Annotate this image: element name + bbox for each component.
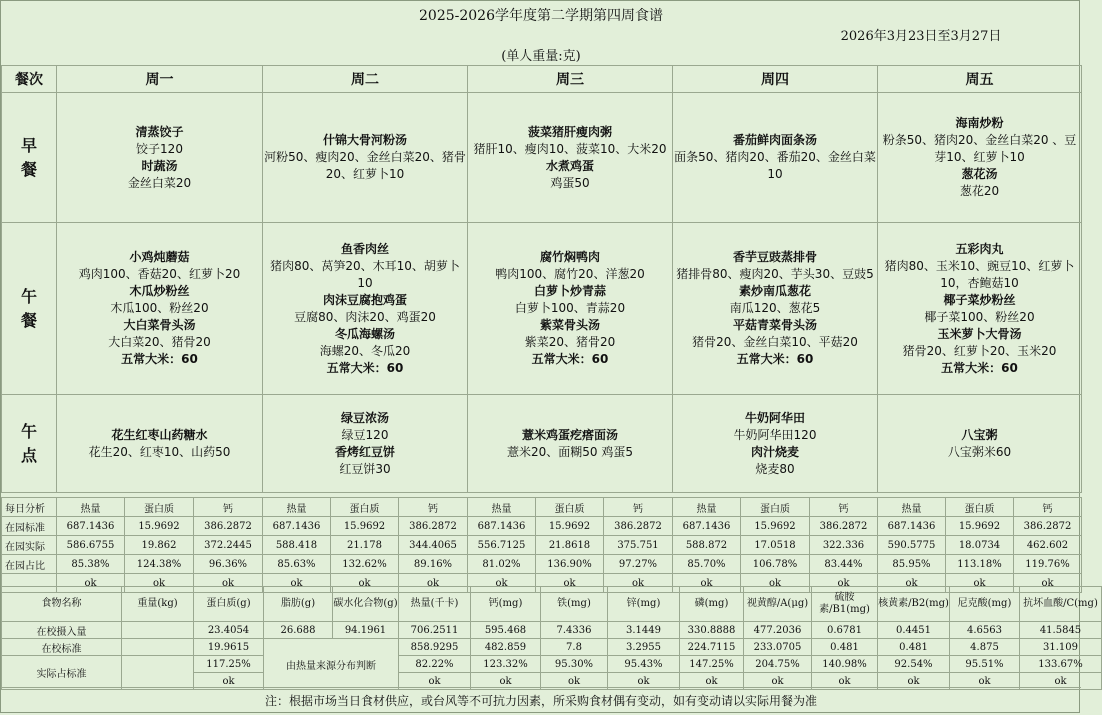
daily-nutrient-header: 蛋白质: [536, 498, 604, 517]
daily-value: 386.2872: [399, 517, 468, 536]
daily-value: 85.38%: [57, 555, 125, 574]
daily-value: ok: [468, 574, 536, 593]
standard-value: 7.8: [541, 639, 608, 656]
daily-nutrient-header: 热量: [468, 498, 536, 517]
daily-value: 372.2445: [194, 536, 263, 555]
header-tuesday: 周二: [263, 66, 468, 93]
daily-value: 81.02%: [468, 555, 536, 574]
dish-name: 紫菜骨头汤: [539, 318, 600, 332]
daily-value: 588.872: [673, 536, 741, 555]
dish-ingredients: 海螺20、冬瓜20: [319, 343, 411, 358]
dish-name: 肉汁烧麦: [750, 444, 799, 459]
daily-value: ok: [263, 574, 331, 593]
daily-value: 113.18%: [946, 555, 1014, 574]
ratio-value: 82.22%: [399, 656, 471, 673]
ratio-label: 实际占标准: [2, 656, 122, 690]
nutrition-intake-table: [1, 586, 1102, 690]
dish-ingredients: 葱花20: [959, 184, 1000, 198]
daily-value: 132.62%: [331, 555, 399, 574]
dish-ingredients: 猪肝10、瘦肉10、菠菜10、大米20: [473, 141, 667, 156]
day-menu-cell: [57, 93, 263, 223]
ratio-value: 92.54%: [878, 656, 950, 673]
standard-empty: [122, 639, 194, 656]
ok-value: ok: [471, 673, 541, 690]
unit-note: (单人重量:克): [501, 49, 581, 64]
daily-value: ok: [125, 574, 194, 593]
ratio-value: 95.43%: [608, 656, 680, 673]
food-header-cell: 脂肪(g): [264, 587, 333, 622]
meal-row: [2, 223, 1082, 395]
dish-name: 香烤红豆饼: [334, 444, 395, 459]
day-menu-cell: [263, 223, 468, 395]
daily-row: [2, 555, 1082, 574]
dish-ingredients: 绿豆120: [341, 427, 389, 442]
daily-nutrient-header: 热量: [673, 498, 741, 517]
dish-ingredients: 紫菜20、猪骨20: [524, 335, 616, 349]
daily-value: 19.862: [125, 536, 194, 555]
intake-value: 26.688: [264, 622, 333, 639]
dish-name: 时蔬汤: [141, 158, 178, 173]
daily-value: 124.38%: [125, 555, 194, 574]
dish-ingredients: 粉条50、猪肉20、金丝白菜20 、豆芽10、红萝卜10: [882, 133, 1077, 164]
daily-value: 590.5775: [878, 536, 946, 555]
daily-row: [2, 517, 1082, 536]
daily-value: 586.6755: [57, 536, 125, 555]
dish-name: 素炒南瓜葱花: [738, 284, 811, 298]
daily-nutrient-header: 蛋白质: [946, 498, 1014, 517]
daily-value: 97.27%: [604, 555, 673, 574]
daily-row: [2, 536, 1082, 555]
standard-row: [2, 639, 1102, 656]
meal-name-char: 餐: [20, 310, 37, 330]
dish-name: 五常大米：60: [531, 352, 609, 366]
daily-value: 85.95%: [878, 555, 946, 574]
meal-name: [2, 93, 57, 223]
day-menu-cell: [468, 93, 673, 223]
dish-name: 玉米萝卜大骨汤: [937, 326, 1022, 341]
ratio-value: 95.30%: [541, 656, 608, 673]
daily-value: 21.8618: [536, 536, 604, 555]
daily-nutrient-header: 蛋白质: [331, 498, 399, 517]
ratio-row: [2, 656, 1102, 673]
dish-ingredients: 饺子120: [136, 141, 183, 156]
daily-value: 15.9692: [741, 517, 810, 536]
dish-name: 水煮鸡蛋: [545, 158, 594, 173]
food-header-cell: 钙(mg): [471, 587, 541, 622]
date-range: 2026年3月23日至3月27日: [840, 29, 1002, 44]
food-header-cell: 重量(kg): [122, 587, 194, 622]
day-menu-cell: [673, 93, 878, 223]
intake-label: 在校摄入量: [2, 622, 122, 639]
dish-ingredients: 鸡肉100、香菇20、红萝卜20: [78, 267, 241, 281]
ok-value: ok: [950, 673, 1020, 690]
day-menu-cell: [468, 395, 673, 493]
intake-value: 706.2511: [399, 622, 471, 639]
daily-nutrient-header: 钙: [399, 498, 468, 517]
daily-value: ok: [878, 574, 946, 593]
daily-value: 17.0518: [741, 536, 810, 555]
dish-name: 五彩肉丸: [955, 241, 1004, 256]
dish-ingredients: 猪骨20、金丝白菜10、平菇20: [692, 335, 858, 349]
ok-value: ok: [812, 673, 878, 690]
food-header-row: [2, 587, 1102, 622]
dish-name: 五常大米：60: [121, 352, 198, 366]
day-menu-cell: [263, 93, 468, 223]
menu-header-row: [2, 66, 1082, 93]
daily-value: ok: [331, 574, 399, 593]
standard-value: 482.859: [471, 639, 541, 656]
standard-value: 0.481: [812, 639, 878, 656]
header-thursday: 周四: [673, 66, 878, 93]
daily-row-label: 在园标准: [2, 517, 57, 536]
dish-ingredients: 金丝白菜20: [127, 175, 192, 190]
food-header-cell: 食物名称: [2, 587, 122, 622]
daily-value: ok: [810, 574, 878, 593]
day-menu-cell: [57, 395, 263, 493]
dish-name: 五常大米：60: [736, 352, 814, 366]
ratio-empty: [122, 656, 194, 690]
daily-value: ok: [57, 574, 125, 593]
dish-name: 大白菜骨头汤: [123, 318, 196, 332]
food-header-cell: 热量(千卡): [399, 587, 471, 622]
document-title: 2025-2026学年度第二学期第四周食谱: [419, 8, 663, 24]
dish-name: 什锦大骨河粉汤: [322, 133, 407, 147]
dish-name: 牛奶阿华田: [744, 410, 805, 425]
day-menu-cell: [263, 395, 468, 493]
ratio-value: 204.75%: [744, 656, 812, 673]
food-header-cell: 碳水化合物(g): [333, 587, 399, 622]
daily-analysis-label: 每日分析: [2, 498, 57, 517]
daily-value: 15.9692: [125, 517, 194, 536]
standard-value: 31.109: [1020, 639, 1102, 656]
dish-ingredients: 白萝卜100、青蒜20: [514, 301, 626, 315]
intake-value: 0.4451: [878, 622, 950, 639]
dish-name: 海南炒粉: [955, 116, 1004, 130]
daily-value: 556.7125: [468, 536, 536, 555]
food-header-cell: 核黄素/B2(mg): [878, 587, 950, 622]
daily-row-label: 在园实际: [2, 536, 57, 555]
dish-ingredients: 猪肉80、玉米10、豌豆10、红萝卜10，杏鲍菇10: [884, 258, 1075, 290]
day-menu-cell: [878, 223, 1082, 395]
daily-nutrient-header: 蛋白质: [741, 498, 810, 517]
dish-name: 花生红枣山药糖水: [111, 427, 208, 442]
daily-value: 687.1436: [468, 517, 536, 536]
standard-value: 233.0705: [744, 639, 812, 656]
ok-value: ok: [194, 673, 264, 690]
daily-value: 322.336: [810, 536, 878, 555]
daily-value: 375.751: [604, 536, 673, 555]
dish-name: 番茄鲜肉面条汤: [732, 133, 817, 147]
daily-nutrient-header: 钙: [1014, 498, 1082, 517]
intake-value: 477.2036: [744, 622, 812, 639]
daily-value: 89.16%: [399, 555, 468, 574]
meal-name-char: 点: [20, 445, 37, 465]
standard-value: 3.2955: [608, 639, 680, 656]
intake-empty: [122, 622, 194, 639]
meal-name: [2, 223, 57, 395]
food-header-cell: 铁(mg): [541, 587, 608, 622]
day-menu-cell: [673, 395, 878, 493]
ratio-value: 140.98%: [812, 656, 878, 673]
daily-nutrient-header: 钙: [810, 498, 878, 517]
header-monday: 周一: [57, 66, 263, 93]
daily-value: 386.2872: [1014, 517, 1082, 536]
dish-name: 小鸡炖蘑菇: [129, 250, 190, 264]
dish-name: 白萝卜炒青蒜: [533, 284, 606, 298]
daily-nutrient-header: 热量: [878, 498, 946, 517]
meal-name-char: 午: [20, 421, 37, 441]
day-menu-cell: [468, 223, 673, 395]
daily-value: 386.2872: [810, 517, 878, 536]
header-friday: 周五: [878, 66, 1082, 93]
daily-value: 687.1436: [57, 517, 125, 536]
ok-value: ok: [744, 673, 812, 690]
standard-value: 858.9295: [399, 639, 471, 656]
daily-value: 588.418: [263, 536, 331, 555]
daily-value: ok: [1014, 574, 1082, 593]
energy-source-note: 由热量来源分布判断: [264, 639, 399, 690]
dish-ingredients: 猪骨20、红萝卜20、玉米20: [902, 343, 1057, 358]
daily-value: 687.1436: [673, 517, 741, 536]
daily-value: 85.70%: [673, 555, 741, 574]
standard-value: 224.7115: [680, 639, 744, 656]
dish-name: 冬瓜海螺汤: [334, 326, 395, 341]
dish-ingredients: 南瓜120、葱花5: [729, 301, 821, 315]
dish-name: 绿豆浓汤: [340, 410, 389, 425]
daily-header-row: [2, 498, 1082, 517]
ok-value: ok: [878, 673, 950, 690]
daily-value: 83.44%: [810, 555, 878, 574]
meal-name: [2, 395, 57, 493]
intake-value: 7.4336: [541, 622, 608, 639]
daily-value: 85.63%: [263, 555, 331, 574]
daily-nutrient-header: 热量: [57, 498, 125, 517]
dish-ingredients: 大白菜20、猪骨20: [108, 335, 211, 349]
daily-value: ok: [536, 574, 604, 593]
intake-value: 4.6563: [950, 622, 1020, 639]
food-header-cell: 蛋白质(g): [194, 587, 264, 622]
standard-value: 4.875: [950, 639, 1020, 656]
header-wednesday: 周三: [468, 66, 673, 93]
ok-value: ok: [1020, 673, 1102, 690]
intake-value: 94.1961: [333, 622, 399, 639]
dish-name: 菠菜猪肝瘦肉粥: [527, 124, 612, 139]
meal-name-char: 早: [20, 135, 37, 155]
dish-ingredients: 花生20、红枣10、山药50: [88, 444, 231, 459]
daily-value: 386.2872: [194, 517, 263, 536]
dish-name: 八宝粥: [961, 427, 998, 442]
food-header-cell: 视黄醇/A(μg): [744, 587, 812, 622]
dish-ingredients: 木瓜100、粉丝20: [110, 301, 209, 315]
intake-value: 3.1449: [608, 622, 680, 639]
food-header-cell: 抗坏血酸/C(mg): [1020, 587, 1102, 622]
intake-value: 595.468: [471, 622, 541, 639]
ok-value: ok: [541, 673, 608, 690]
standard-label: 在校标准: [2, 639, 122, 656]
day-menu-cell: [878, 395, 1082, 493]
ok-value: ok: [680, 673, 744, 690]
standard-value: 0.481: [878, 639, 950, 656]
footer-note: 注：根据市场当日食材供应，或台风等不可抗力因素，所采购食材偶有变动，如有变动请以实际用餐为准: [1, 687, 1081, 715]
ratio-value: 133.67%: [1020, 656, 1102, 673]
intake-value: 330.8888: [680, 622, 744, 639]
dish-ingredients: 红豆饼30: [339, 461, 391, 476]
food-header-cell: 尼克酸(mg): [950, 587, 1020, 622]
daily-nutrient-header: 热量: [263, 498, 331, 517]
ratio-value: 95.51%: [950, 656, 1020, 673]
dish-name: 木瓜炒粉丝: [129, 284, 190, 298]
dish-ingredients: 猪肉80、莴笋20、木耳10、胡萝卜10: [270, 258, 460, 290]
ratio-value: 117.25%: [194, 656, 264, 673]
daily-nutrient-header: 钙: [194, 498, 263, 517]
daily-value: 21.178: [331, 536, 399, 555]
food-header-cell: 硫胺素/B1(mg): [812, 587, 878, 622]
meal-name-char: 午: [20, 286, 37, 306]
meal-row: [2, 395, 1082, 493]
dish-ingredients: 面条50、猪肉20、番茄20、金丝白菜10: [674, 150, 876, 181]
dish-ingredients: 牛奶阿华田120: [733, 427, 817, 442]
daily-value: ok: [604, 574, 673, 593]
day-menu-cell: [878, 93, 1082, 223]
dish-name: 椰子菜炒粉丝: [943, 292, 1016, 307]
daily-value: 15.9692: [331, 517, 399, 536]
dish-ingredients: 豆腐80、肉沫20、鸡蛋20: [294, 309, 436, 324]
dish-ingredients: 烧麦80: [755, 461, 795, 476]
dish-ingredients: 鸡蛋50: [550, 175, 590, 190]
intake-row: [2, 622, 1102, 639]
daily-value: ok: [194, 574, 263, 593]
ok-value: ok: [608, 673, 680, 690]
day-menu-cell: [57, 223, 263, 395]
meal-name-char: 餐: [20, 159, 37, 179]
daily-value: 96.36%: [194, 555, 263, 574]
dish-name: 香芋豆豉蒸排骨: [732, 250, 817, 264]
daily-value: 136.90%: [536, 555, 604, 574]
dish-name: 鱼香肉丝: [340, 241, 389, 256]
daily-row-label: 在园占比: [2, 555, 57, 574]
dish-name: 肉沫豆腐抱鸡蛋: [322, 292, 407, 307]
intake-value: 23.4054: [194, 622, 264, 639]
header-meal: 餐次: [2, 66, 57, 93]
dish-name: 五常大米：60: [326, 360, 404, 375]
standard-value: 19.9615: [194, 639, 264, 656]
intake-value: 41.5845: [1020, 622, 1102, 639]
intake-value: 0.6781: [812, 622, 878, 639]
daily-value: ok: [741, 574, 810, 593]
dish-ingredients: 鸭肉100、腐竹20、洋葱20: [495, 267, 645, 281]
day-menu-cell: [673, 223, 878, 395]
daily-value: 15.9692: [946, 517, 1014, 536]
dish-name: 薏米鸡蛋疙瘩面汤: [521, 427, 618, 442]
dish-name: 清蒸饺子: [135, 124, 184, 139]
dish-name: 五常大米：60: [941, 360, 1018, 375]
ok-value: ok: [399, 673, 471, 690]
dish-ingredients: 八宝粥米60: [947, 444, 1012, 459]
daily-nutrient-header: 蛋白质: [125, 498, 194, 517]
daily-value: 106.78%: [741, 555, 810, 574]
dish-name: 葱花汤: [961, 167, 998, 181]
dish-ingredients: 河粉50、瘦肉20、金丝白菜20、猪骨20、红萝卜10: [264, 150, 466, 181]
daily-value: 462.602: [1014, 536, 1082, 555]
daily-value: 687.1436: [263, 517, 331, 536]
daily-value: ok: [399, 574, 468, 593]
ratio-value: 123.32%: [471, 656, 541, 673]
daily-value: 15.9692: [536, 517, 604, 536]
daily-analysis-table: [1, 497, 1082, 593]
daily-value: 344.4065: [399, 536, 468, 555]
daily-value: 386.2872: [604, 517, 673, 536]
dish-ingredients: 薏米20、面糊50 鸡蛋5: [507, 444, 633, 459]
food-header-cell: 锌(mg): [608, 587, 680, 622]
daily-value: 18.0734: [946, 536, 1014, 555]
ratio-value: 147.25%: [680, 656, 744, 673]
meal-row: [2, 93, 1082, 223]
daily-nutrient-header: 钙: [604, 498, 673, 517]
dish-name: 腐竹焖鸭肉: [539, 250, 600, 264]
daily-value: 687.1436: [878, 517, 946, 536]
daily-value: ok: [946, 574, 1014, 593]
dish-name: 平菇青菜骨头汤: [732, 318, 817, 332]
weekly-menu-table: [1, 65, 1082, 493]
daily-value: ok: [673, 574, 741, 593]
dish-ingredients: 猪排骨80、瘦肉20、芋头30、豆豉5: [676, 267, 874, 281]
daily-value: 119.76%: [1014, 555, 1082, 574]
food-header-cell: 磷(mg): [680, 587, 744, 622]
dish-ingredients: 椰子菜100、粉丝20: [924, 309, 1035, 324]
